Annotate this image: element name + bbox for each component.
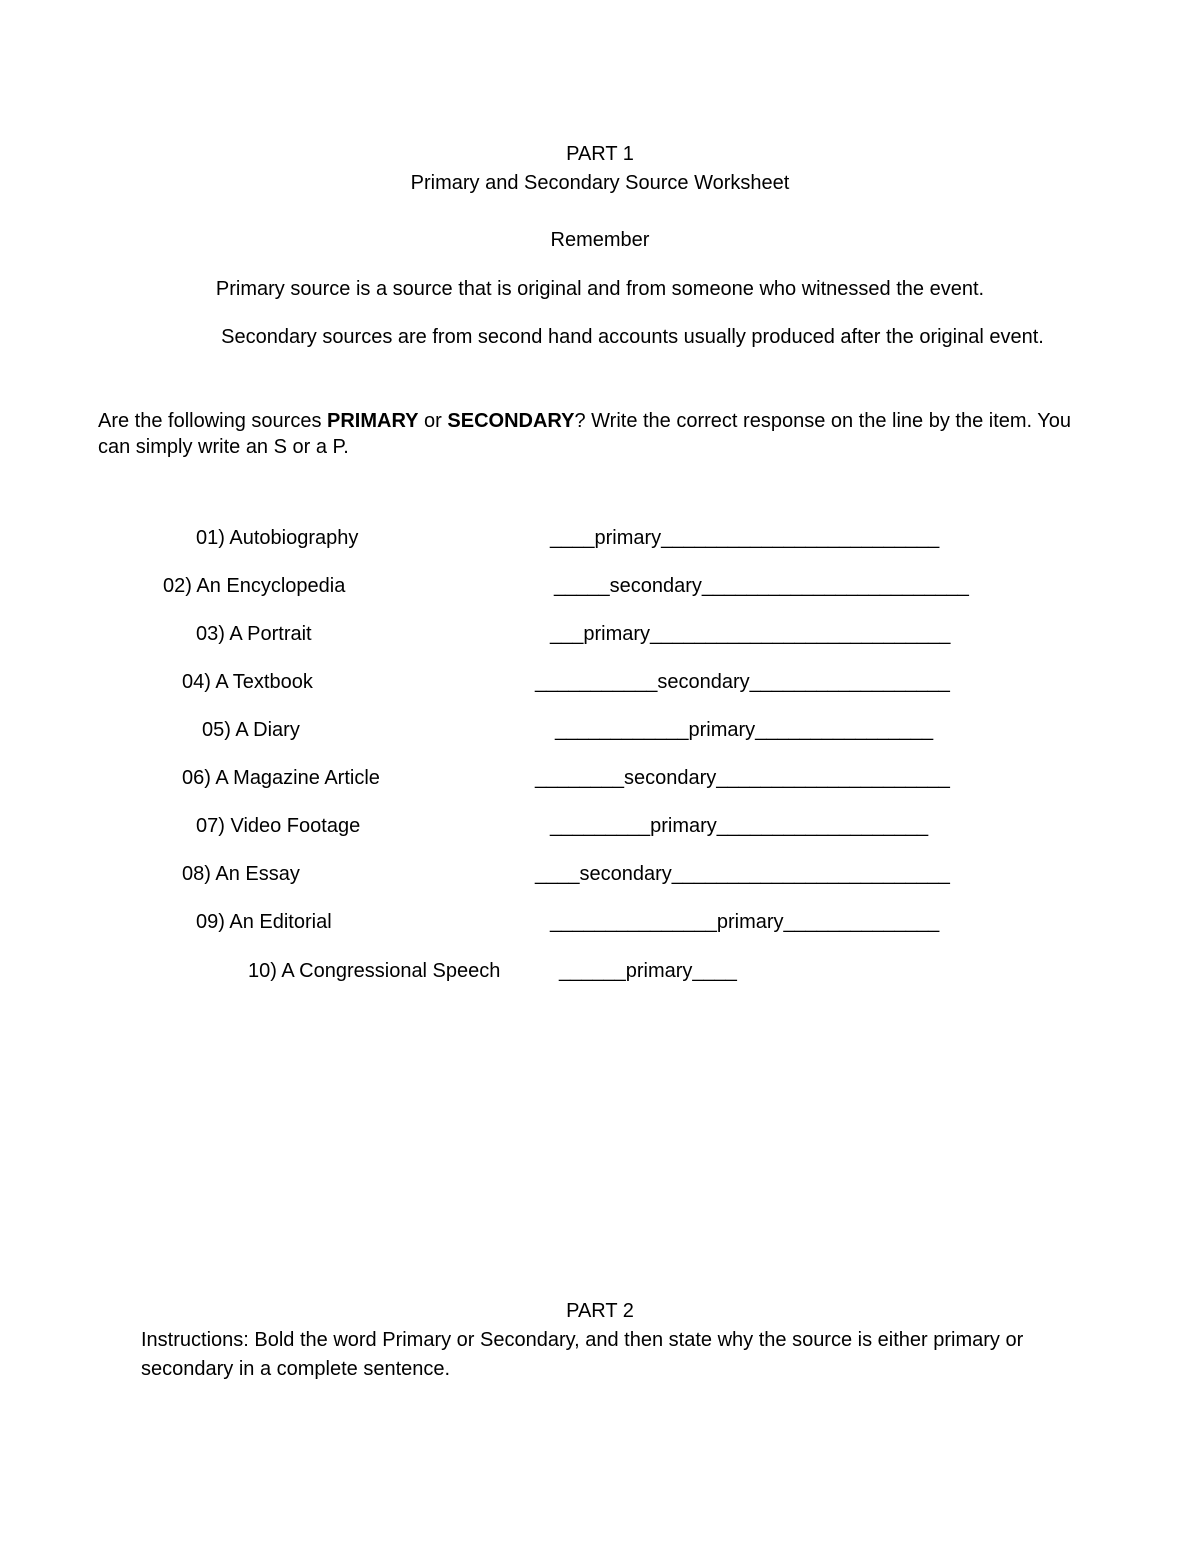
remember-heading: Remember <box>550 229 650 251</box>
answer-line[interactable]: ____________primary________________ <box>555 719 934 741</box>
worksheet-title: Primary and Secondary Source Worksheet <box>410 172 790 194</box>
part1-label: PART 1 <box>566 143 634 165</box>
answer-line[interactable]: _____secondary________________________ <box>554 575 969 597</box>
item-label: 06) A Magazine Article <box>182 767 380 789</box>
primary-definition: Primary source is a source that is original and from someone who witnessed the event. <box>215 278 985 300</box>
item-label: 05) A Diary <box>202 719 300 741</box>
secondary-definition: Secondary sources are from second hand accounts usually produced after the original event. <box>221 326 1044 348</box>
answer-line[interactable]: ____secondary_________________________ <box>535 863 950 885</box>
answer-line[interactable]: ___primary___________________________ <box>550 623 951 645</box>
answer-line[interactable]: _________primary___________________ <box>550 815 929 837</box>
instructions-suffix: ? Write the correct response on the line by the item. You can simply write an S or a P. <box>98 410 1072 458</box>
item-label: 10) A Congressional Speech <box>248 960 501 982</box>
item-label: 08) An Essay <box>182 863 300 885</box>
item-label: 02) An Encyclopedia <box>163 575 346 597</box>
instructions-middle: or <box>418 410 448 432</box>
secondary-keyword: SECONDARY <box>447 410 575 432</box>
part1-instructions <box>98 408 1098 460</box>
answer-line[interactable]: ____primary_________________________ <box>550 527 940 549</box>
part2-instructions: Instructions: Bold the word Primary or Secondary, and then state why the source is either primary or secondary in a complete sentence. <box>141 1329 1024 1380</box>
answer-line[interactable]: ______primary____ <box>559 960 737 982</box>
answer-line[interactable]: _______________primary______________ <box>550 911 940 933</box>
primary-keyword: PRIMARY <box>327 410 419 432</box>
item-label: 07) Video Footage <box>196 815 361 837</box>
item-label: 03) A Portrait <box>196 623 312 645</box>
part2-label: PART 2 <box>566 1300 634 1322</box>
item-label: 09) An Editorial <box>196 911 332 933</box>
answer-line[interactable]: ________secondary_____________________ <box>535 767 950 789</box>
item-label: 01) Autobiography <box>196 527 359 549</box>
instructions-prefix: Are the following sources <box>98 410 328 432</box>
item-label: 04) A Textbook <box>182 671 313 693</box>
answer-line[interactable]: ___________secondary__________________ <box>535 671 950 693</box>
